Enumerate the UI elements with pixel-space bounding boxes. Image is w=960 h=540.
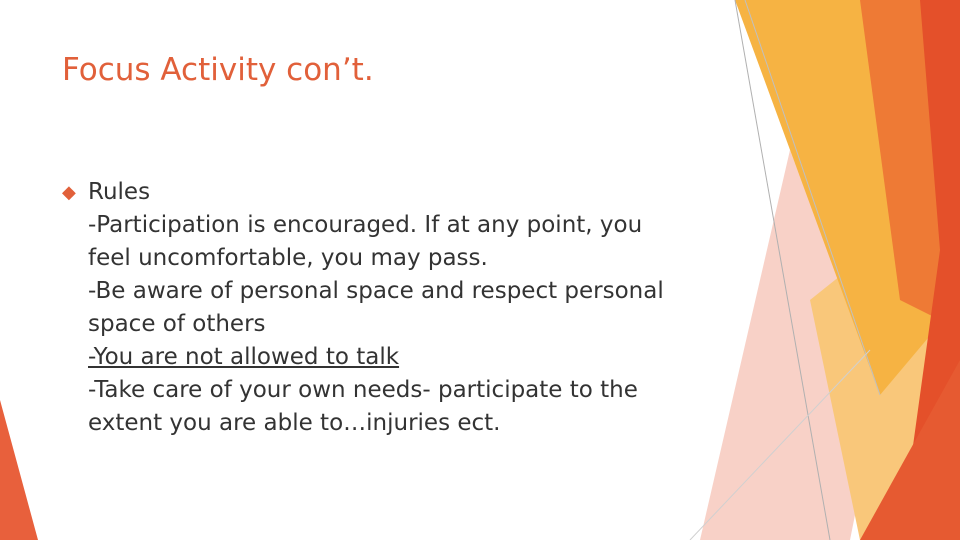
diamond-bullet-icon: ◆ [62,182,76,203]
rule-line: -Take care of your own needs- participate to the [88,377,638,403]
rule-line: -Be aware of personal space and respect personal [88,278,664,304]
left-accent-shape [0,400,38,540]
bullet-item [62,176,742,209]
rule-line-underlined: -You are not allowed to talk [88,344,400,370]
rule-line: space of others [88,311,266,337]
bullet-label: Rules [88,179,151,205]
slide-title: Focus Activity con’t. [62,52,374,88]
rule-line: extent you are able to…injuries ect. [88,410,501,436]
rule-line: feel uncomfortable, you may pass. [88,245,488,271]
rule-line: -Participation is encouraged. If at any point, you [88,212,643,238]
bullet-lines [62,209,742,440]
slide-body [62,176,742,440]
